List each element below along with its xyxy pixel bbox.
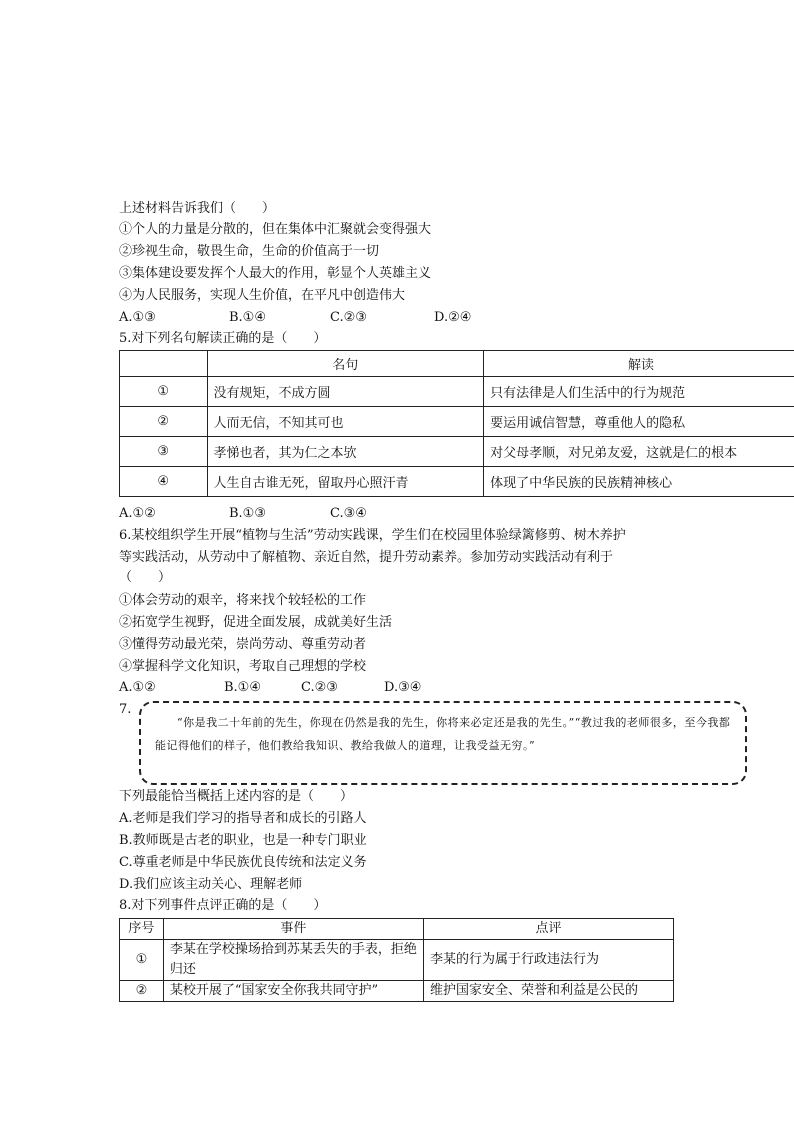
table-header-cell: 点评 bbox=[424, 919, 674, 940]
table-cell: 要运用诚信智慧，尊重他人的隐私 bbox=[484, 407, 794, 437]
table-header-row bbox=[120, 919, 674, 940]
statement: ①体会劳动的艰辛，将来找个较轻松的工作 bbox=[119, 593, 367, 608]
option-d: D.②④ bbox=[434, 310, 472, 325]
option-b: B.教师既是古老的职业，也是一种专门职业 bbox=[119, 833, 367, 848]
option-b: B.①④ bbox=[229, 310, 266, 325]
option-c: C.③④ bbox=[330, 506, 367, 521]
option-a: A.①② bbox=[119, 680, 156, 695]
table-cell: ② bbox=[120, 981, 164, 1002]
table-row bbox=[120, 407, 794, 437]
table-cell: 李某在学校操场拾到苏某丢失的手表，拒绝归还 bbox=[163, 940, 423, 981]
quote-box bbox=[139, 701, 747, 785]
table-cell: 维护国家安全、荣誉和利益是公民的 bbox=[424, 981, 674, 1002]
table-cell: ① bbox=[120, 940, 164, 981]
table-header-row bbox=[120, 351, 794, 377]
option-a: A.老师是我们学习的指导者和成长的引路人 bbox=[119, 811, 367, 826]
statement: ②拓宽学生视野，促进全面发展，成就美好生活 bbox=[119, 615, 393, 630]
table-cell: 孝悌也者，其为仁之本欤 bbox=[207, 437, 484, 467]
statement: ②珍视生命，敬畏生命，生命的价值高于一切 bbox=[119, 244, 380, 259]
table-cell: ① bbox=[120, 377, 208, 407]
q8-table bbox=[119, 918, 674, 1002]
option-c: C.②③ bbox=[330, 310, 367, 325]
table-header-cell: 序号 bbox=[120, 919, 164, 940]
table-row bbox=[120, 437, 794, 467]
table-header-cell: 解读 bbox=[484, 351, 794, 377]
table-row bbox=[120, 981, 674, 1002]
option-b: B.①③ bbox=[229, 506, 266, 521]
question-7-number: 7. bbox=[119, 702, 132, 717]
question-7-stem: 下列最能恰当概括上述内容的是（ ） bbox=[119, 789, 354, 804]
option-c: C.②③ bbox=[301, 680, 338, 695]
table-cell: 体现了中华民族的民族精神核心 bbox=[484, 467, 794, 497]
statement: ④为人民服务，实现人生价值，在平凡中创造伟大 bbox=[119, 288, 406, 303]
statement: ①个人的力量是分散的，但在集体中汇聚就会变得强大 bbox=[119, 222, 432, 237]
question-6-stem: （ ） bbox=[119, 570, 172, 585]
table-row bbox=[120, 940, 674, 981]
statement: ④掌握科学文化知识，考取自己理想的学校 bbox=[119, 659, 367, 674]
table-cell: 李某的行为属于行政违法行为 bbox=[424, 940, 674, 981]
table-cell: 没有规矩，不成方圆 bbox=[207, 377, 484, 407]
table-header-cell: 名句 bbox=[207, 351, 484, 377]
table-cell: 对父母孝顺，对兄弟友爱，这就是仁的根本 bbox=[484, 437, 794, 467]
option-d: D.③④ bbox=[384, 680, 422, 695]
table-cell: 人生自古谁无死，留取丹心照汗青 bbox=[207, 467, 484, 497]
quote-text: “你是我二十年前的先生，你现在仍然是我的先生，你将来必定还是我的先生。”“教过我的老师很多，至今我都能记得他们的样子，他们教给我知识、教给我做人的道理，让我受益无穷。” bbox=[155, 716, 731, 752]
table-cell: 只有法律是人们生活中的行为规范 bbox=[484, 377, 794, 407]
option-d: D.我们应该主动关心、理解老师 bbox=[119, 877, 303, 892]
table-row bbox=[120, 377, 794, 407]
table-cell: ③ bbox=[120, 437, 208, 467]
table-header-cell bbox=[120, 351, 208, 377]
table-cell: 人而无信，不知其可也 bbox=[207, 407, 484, 437]
statement: ③集体建设要发挥个人最大的作用，彰显个人英雄主义 bbox=[119, 266, 432, 281]
question-6-stem: 6.某校组织学生开展“植物与生活”劳动实践课，学生们在校园里体验绿篱修剪、树木养护 bbox=[119, 528, 626, 543]
question-5-stem: 5.对下列名句解读正确的是（ ） bbox=[119, 331, 327, 346]
option-b: B.①④ bbox=[224, 680, 261, 695]
table-cell: ④ bbox=[120, 467, 208, 497]
statement: ③懂得劳动最光荣，崇尚劳动、尊重劳动者 bbox=[119, 637, 367, 652]
table-cell: ② bbox=[120, 407, 208, 437]
option-a: A.①② bbox=[119, 506, 156, 521]
q5-table bbox=[119, 350, 794, 497]
question-6-stem: 等实践活动，从劳动中了解植物、亲近自然，提升劳动素养。参加劳动实践活动有利于 bbox=[119, 550, 614, 565]
option-a: A.①③ bbox=[119, 310, 156, 325]
table-row bbox=[120, 467, 794, 497]
table-cell: 某校开展了“国家安全你我共同守护” bbox=[163, 981, 423, 1002]
question-stem: 上述材料告诉我们（ ） bbox=[119, 201, 276, 216]
option-c: C.尊重老师是中华民族优良传统和法定义务 bbox=[119, 855, 367, 870]
question-8-stem: 8.对下列事件点评正确的是（ ） bbox=[119, 898, 327, 913]
table-header-cell: 事件 bbox=[163, 919, 423, 940]
